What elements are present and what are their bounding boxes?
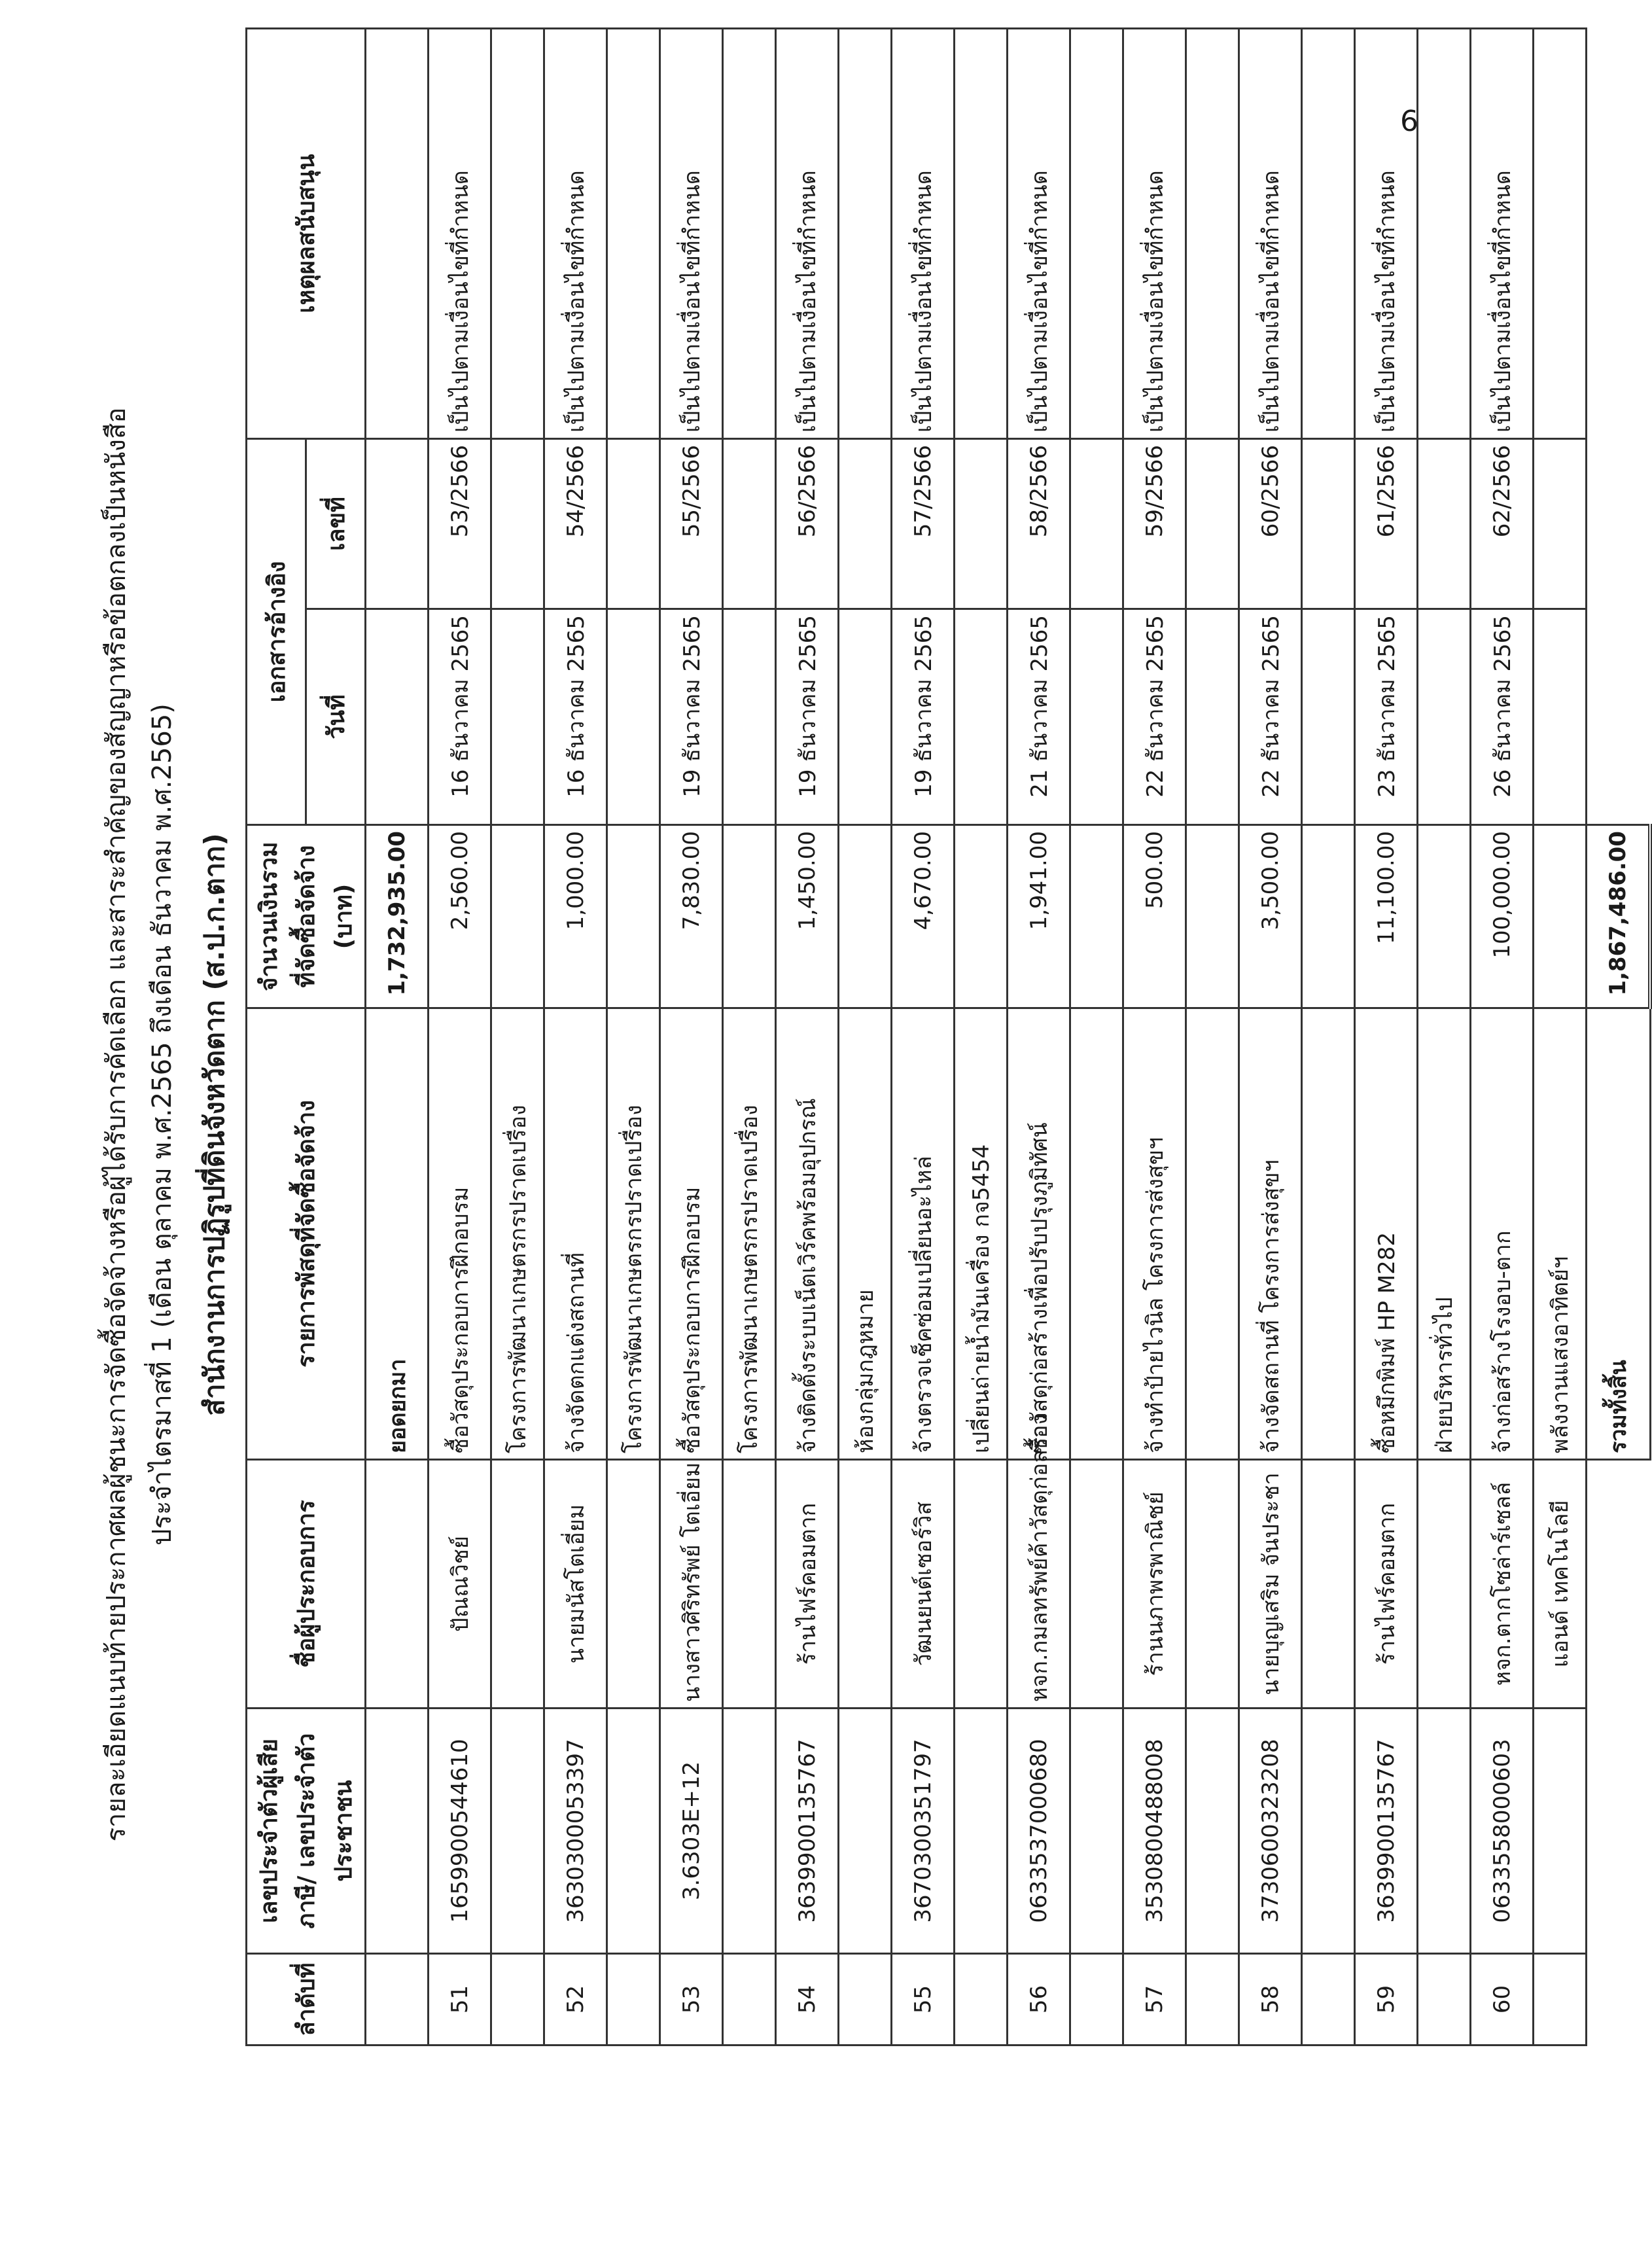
row-reason: เป็นไปตามเงื่อนไขที่กำหนด bbox=[1355, 28, 1418, 438]
empty-cell bbox=[839, 825, 892, 1008]
row-ref: 60/2566 bbox=[1239, 438, 1302, 609]
table-row-continuation bbox=[607, 28, 660, 2045]
row-item-line2: ห้องกลุ่มกฎหมาย bbox=[839, 1008, 892, 1460]
table-row bbox=[1239, 28, 1302, 2045]
row-date: 22 ธันวาคม 2565 bbox=[1123, 609, 1186, 825]
opening-amount: 1,732,935.00 bbox=[366, 825, 429, 1008]
row-reason: เป็นไปตามเงื่อนไขที่กำหนด bbox=[892, 28, 955, 438]
row-vendor: ร้านนภาพรพาณิชย์ bbox=[1123, 1460, 1186, 1709]
row-ref: 62/2566 bbox=[1471, 438, 1534, 609]
empty-cell bbox=[1587, 28, 1651, 438]
col-header-reason: เหตุผลสนับสนุน bbox=[247, 28, 366, 438]
col-header-item: รายการพัสดุที่จัดซื้อจัดจ้าง bbox=[247, 1008, 366, 1460]
empty-cell bbox=[1302, 609, 1355, 825]
row-vendor: ปัณณวิชย์ bbox=[429, 1460, 491, 1709]
empty-cell bbox=[955, 28, 1008, 438]
row-date: 19 ธันวาคม 2565 bbox=[660, 609, 723, 825]
empty-cell bbox=[607, 1954, 660, 2045]
total-amount: 1,867,486.00 bbox=[1587, 825, 1651, 1008]
row-amount: 3,500.00 bbox=[1239, 825, 1302, 1008]
empty-cell bbox=[723, 28, 776, 438]
table-row-continuation bbox=[1070, 28, 1123, 2045]
row-taxid: 1659900544610 bbox=[429, 1709, 491, 1954]
empty-cell bbox=[1186, 825, 1239, 1008]
table-row-continuation bbox=[955, 28, 1008, 2045]
table-row bbox=[429, 28, 491, 2045]
row-date: 26 ธันวาคม 2565 bbox=[1471, 609, 1534, 825]
empty-cell bbox=[1534, 1954, 1587, 2045]
row-ref: 54/2566 bbox=[544, 438, 607, 609]
table-row bbox=[1123, 28, 1186, 2045]
table-row-continuation bbox=[1186, 28, 1239, 2045]
row-date: 16 ธันวาคม 2565 bbox=[429, 609, 491, 825]
empty-cell bbox=[723, 1709, 776, 1954]
row-vendor: นายมนัสโตเอี่ยม bbox=[544, 1460, 607, 1709]
empty-cell bbox=[1186, 28, 1239, 438]
empty-cell bbox=[1418, 1709, 1471, 1954]
row-item-line2: พลังงานแสงอาทิตย์ฯ bbox=[1534, 1008, 1587, 1460]
empty-cell bbox=[1302, 28, 1355, 438]
empty-cell bbox=[1534, 438, 1587, 609]
row-item-line2: ฝ่ายบริหารทั่วไป bbox=[1418, 1008, 1471, 1460]
empty-cell bbox=[607, 438, 660, 609]
row-vendor: หจก.กมลทรัพย์ค้าวัสดุก่อสร้าง bbox=[1008, 1460, 1070, 1709]
row-item: จ้างจัดตกแต่งสถานที่ bbox=[544, 1008, 607, 1460]
empty-cell bbox=[1070, 28, 1123, 438]
table-row-continuation bbox=[1418, 28, 1471, 2045]
empty-cell bbox=[1587, 1954, 1651, 2045]
empty-cell bbox=[1587, 609, 1651, 825]
empty-cell bbox=[1186, 1954, 1239, 2045]
table-row-continuation bbox=[723, 28, 776, 2045]
row-item: จ้างติดตั้งระบบเน็ตเวิร์คพร้อมอุปกรณ์ bbox=[776, 1008, 839, 1460]
row-taxid: 3530800488008 bbox=[1123, 1709, 1186, 1954]
table-row-continuation bbox=[839, 28, 892, 2045]
empty-cell bbox=[1302, 1954, 1355, 2045]
empty-cell bbox=[1534, 825, 1587, 1008]
row-date: 23 ธันวาคม 2565 bbox=[1355, 609, 1418, 825]
row-ref: 53/2566 bbox=[429, 438, 491, 609]
row-ref: 58/2566 bbox=[1008, 438, 1070, 609]
row-vendor: นางสาวศิริทรัพย์ โตเอี่ยม bbox=[660, 1460, 723, 1709]
empty-cell bbox=[1070, 1954, 1123, 2045]
row-vendor: ร้านไฟร์คอมตาก bbox=[1355, 1460, 1418, 1709]
empty-cell bbox=[723, 1954, 776, 2045]
empty-cell bbox=[1534, 1709, 1587, 1954]
empty-cell bbox=[491, 438, 544, 609]
row-item: ซื้อวัสดุก่อสร้างเพื่อปรับปรุงภูมิทัศน์ bbox=[1008, 1008, 1070, 1460]
col-header-amount: จำนวนเงินรวม ที่จัดซื้อจัดจ้าง (บาท) bbox=[247, 825, 366, 1008]
row-taxid: 3.6303E+12 bbox=[660, 1709, 723, 1954]
col-header-date: วันที่ bbox=[306, 609, 366, 825]
empty-cell bbox=[1418, 438, 1471, 609]
row-taxid: 3630300053397 bbox=[544, 1709, 607, 1954]
header-line-1: รายละเอียดแนบท้ายประกาศผลผู้ชนะการจัดซื้อจัดจ้างหรือผู้ได้รับการคัดเลือก และสาระสำคัญของสัญญาหรือข้อตกลงเป็นหนังสือ bbox=[101, 407, 132, 1842]
row-amount: 100,000.00 bbox=[1471, 825, 1534, 1008]
empty-cell bbox=[1302, 1709, 1355, 1954]
empty-cell bbox=[607, 1709, 660, 1954]
empty-cell bbox=[955, 825, 1008, 1008]
total-label: รวมทั้งสิ้น bbox=[1587, 1008, 1651, 1460]
row-item-line2: โครงการพัฒนาเกษตรกรปราดเปรื่อง bbox=[723, 1008, 776, 1460]
empty-cell bbox=[955, 1460, 1008, 1709]
empty-cell bbox=[839, 28, 892, 438]
row-reason: เป็นไปตามเงื่อนไขที่กำหนด bbox=[660, 28, 723, 438]
empty-cell bbox=[607, 825, 660, 1008]
table-row-continuation bbox=[1302, 28, 1355, 2045]
row-item: ซื้อวัสดุประกอบการฝึกอบรม bbox=[660, 1008, 723, 1460]
table-row-continuation bbox=[1534, 28, 1587, 2045]
empty-cell bbox=[607, 28, 660, 438]
row-item-line2 bbox=[1302, 1008, 1355, 1460]
row-item: จ้างก่อสร้างโรงอบ-ตาก bbox=[1471, 1008, 1534, 1460]
row-item: ซื้อวัสดุประกอบการฝึกอบรม bbox=[429, 1008, 491, 1460]
empty-cell bbox=[1302, 825, 1355, 1008]
row-vendor-line2: แอนด์ เทคโนโลยี bbox=[1534, 1460, 1587, 1709]
empty-cell bbox=[1070, 609, 1123, 825]
row-item-line2 bbox=[1186, 1008, 1239, 1460]
opening-label: ยอดยกมา bbox=[366, 1008, 429, 1460]
table-row bbox=[660, 28, 723, 2045]
row-item: จ้างทำป้ายไวนิล โครงการส่งสุขฯ bbox=[1123, 1008, 1186, 1460]
row-date: 19 ธันวาคม 2565 bbox=[776, 609, 839, 825]
empty-cell bbox=[1587, 1460, 1651, 1709]
col-header-vendor: ชื่อผู้ประกอบการ bbox=[247, 1460, 366, 1709]
empty-cell bbox=[839, 1954, 892, 2045]
col-header-docs: เอกสารอ้างอิง bbox=[247, 438, 306, 824]
table-row bbox=[544, 28, 607, 2045]
table-row bbox=[892, 28, 955, 2045]
empty-cell bbox=[1186, 609, 1239, 825]
row-taxid: 3639900135767 bbox=[776, 1709, 839, 1954]
row-no: 58 bbox=[1239, 1954, 1302, 2045]
empty-cell bbox=[1418, 1460, 1471, 1709]
empty-cell bbox=[839, 1460, 892, 1709]
empty-cell bbox=[607, 609, 660, 825]
row-no: 52 bbox=[544, 1954, 607, 2045]
row-reason: เป็นไปตามเงื่อนไขที่กำหนด bbox=[1008, 28, 1070, 438]
col-header-no: ลำดับที่ bbox=[247, 1954, 366, 2045]
empty-cell bbox=[839, 1709, 892, 1954]
empty-cell bbox=[491, 1460, 544, 1709]
row-amount: 4,670.00 bbox=[892, 825, 955, 1008]
empty-cell bbox=[491, 609, 544, 825]
empty-cell bbox=[955, 1954, 1008, 2045]
table-row bbox=[1008, 28, 1070, 2045]
opening-balance-row bbox=[366, 28, 429, 2045]
table-row bbox=[776, 28, 839, 2045]
row-item-line2: โครงการพัฒนาเกษตรกรปราดเปรื่อง bbox=[491, 1008, 544, 1460]
empty-cell bbox=[955, 438, 1008, 609]
col-header-ref: เลขที่ bbox=[306, 438, 366, 609]
row-date: 19 ธันวาคม 2565 bbox=[892, 609, 955, 825]
empty-cell bbox=[1070, 1709, 1123, 1954]
empty-cell bbox=[491, 825, 544, 1008]
empty-cell bbox=[1302, 1460, 1355, 1709]
row-amount: 11,100.00 bbox=[1355, 825, 1418, 1008]
empty-cell bbox=[1070, 1460, 1123, 1709]
empty-cell bbox=[1418, 28, 1471, 438]
empty-cell bbox=[723, 1460, 776, 1709]
row-no: 55 bbox=[892, 1954, 955, 2045]
row-amount: 2,560.00 bbox=[429, 825, 491, 1008]
row-no: 59 bbox=[1355, 1954, 1418, 2045]
empty-cell bbox=[723, 438, 776, 609]
empty-cell bbox=[1070, 438, 1123, 609]
row-no: 57 bbox=[1123, 1954, 1186, 2045]
row-no: 60 bbox=[1471, 1954, 1534, 2045]
row-item-line2: เปลี่ยนถ่ายน้ำมันเครื่อง กจ5454 bbox=[955, 1008, 1008, 1460]
total-row bbox=[1587, 28, 1651, 2045]
row-taxid: 3670300351797 bbox=[892, 1709, 955, 1954]
row-reason: เป็นไปตามเงื่อนไขที่กำหนด bbox=[1239, 28, 1302, 438]
row-reason: เป็นไปตามเงื่อนไขที่กำหนด bbox=[1471, 28, 1534, 438]
empty-cell bbox=[723, 609, 776, 825]
empty-cell bbox=[955, 609, 1008, 825]
row-ref: 56/2566 bbox=[776, 438, 839, 609]
row-ref: 55/2566 bbox=[660, 438, 723, 609]
row-amount: 1,000.00 bbox=[544, 825, 607, 1008]
row-vendor: นายบุญเสริม จันประชา bbox=[1239, 1460, 1302, 1709]
header-line-3: สำนักงานการปฏิรูปที่ดินจังหวัดตาก (ส.ป.ก.ตาก) bbox=[198, 833, 230, 1416]
row-ref: 59/2566 bbox=[1123, 438, 1186, 609]
empty-cell bbox=[1302, 438, 1355, 609]
empty-cell bbox=[1587, 1709, 1651, 1954]
row-reason: เป็นไปตามเงื่อนไขที่กำหนด bbox=[429, 28, 491, 438]
row-amount: 1,450.00 bbox=[776, 825, 839, 1008]
empty-cell bbox=[491, 1709, 544, 1954]
row-taxid: 3639900135767 bbox=[1355, 1709, 1418, 1954]
row-date: 21 ธันวาคม 2565 bbox=[1008, 609, 1070, 825]
empty-cell bbox=[1418, 609, 1471, 825]
row-no: 53 bbox=[660, 1954, 723, 2045]
empty-cell bbox=[1418, 1954, 1471, 2045]
empty-cell bbox=[955, 1709, 1008, 1954]
row-item-line2: โครงการพัฒนาเกษตรกรปราดเปรื่อง bbox=[607, 1008, 660, 1460]
empty-cell bbox=[1186, 1460, 1239, 1709]
empty-cell bbox=[1534, 609, 1587, 825]
row-taxid: 3730600323208 bbox=[1239, 1709, 1302, 1954]
empty-cell bbox=[491, 28, 544, 438]
procurement-table bbox=[245, 27, 1652, 2046]
empty-cell bbox=[1186, 1709, 1239, 1954]
row-amount: 7,830.00 bbox=[660, 825, 723, 1008]
row-vendor: หจก.ตากโซล่าร์เซลล์ bbox=[1471, 1460, 1534, 1709]
empty-cell bbox=[607, 1460, 660, 1709]
row-no: 51 bbox=[429, 1954, 491, 2045]
row-reason: เป็นไปตามเงื่อนไขที่กำหนด bbox=[1123, 28, 1186, 438]
empty-cell bbox=[1587, 438, 1651, 609]
row-date: 22 ธันวาคม 2565 bbox=[1239, 609, 1302, 825]
row-no: 56 bbox=[1008, 1954, 1070, 2045]
row-ref: 57/2566 bbox=[892, 438, 955, 609]
row-no: 54 bbox=[776, 1954, 839, 2045]
row-item-line2 bbox=[1070, 1008, 1123, 1460]
empty-cell bbox=[1070, 825, 1123, 1008]
page-number: 6 bbox=[1400, 105, 1418, 138]
row-item: จ้างจัดสถานที่ โครงการส่งสุขฯ bbox=[1239, 1008, 1302, 1460]
row-amount: 1,941.00 bbox=[1008, 825, 1070, 1008]
table-row bbox=[1355, 28, 1418, 2045]
col-header-taxid: เลขประจำตัวผู้เสียภาษี/ เลขประจำตัวประชาชน bbox=[247, 1709, 366, 1954]
empty-cell bbox=[839, 609, 892, 825]
row-vendor: วัฒนยนต์เซอร์วิส bbox=[892, 1460, 955, 1709]
row-vendor: ร้านไฟร์คอมตาก bbox=[776, 1460, 839, 1709]
row-date: 16 ธันวาคม 2565 bbox=[544, 609, 607, 825]
table-row bbox=[1471, 28, 1534, 2045]
empty-cell bbox=[723, 825, 776, 1008]
row-ref: 61/2566 bbox=[1355, 438, 1418, 609]
row-item: จ้างตรวจเช็คซ่อมเปลี่ยนอะไหล่ bbox=[892, 1008, 955, 1460]
row-amount: 500.00 bbox=[1123, 825, 1186, 1008]
row-reason: เป็นไปตามเงื่อนไขที่กำหนด bbox=[544, 28, 607, 438]
row-taxid: 0633558000603 bbox=[1471, 1709, 1534, 1954]
row-taxid: 0633537000680 bbox=[1008, 1709, 1070, 1954]
table-row-continuation bbox=[491, 28, 544, 2045]
row-item: ซื้อหมึกพิมพ์ HP M282 bbox=[1355, 1008, 1418, 1460]
empty-cell bbox=[839, 438, 892, 609]
row-reason: เป็นไปตามเงื่อนไขที่กำหนด bbox=[776, 28, 839, 438]
header-line-2: ประจำไตรมาสที่ 1 (เดือน ตุลาคม พ.ศ.2565 ถึงเดือน ธันวาคม พ.ศ.2565) bbox=[147, 703, 177, 1546]
empty-cell bbox=[1418, 825, 1471, 1008]
empty-cell bbox=[491, 1954, 544, 2045]
empty-cell bbox=[1186, 438, 1239, 609]
empty-cell bbox=[1534, 28, 1587, 438]
